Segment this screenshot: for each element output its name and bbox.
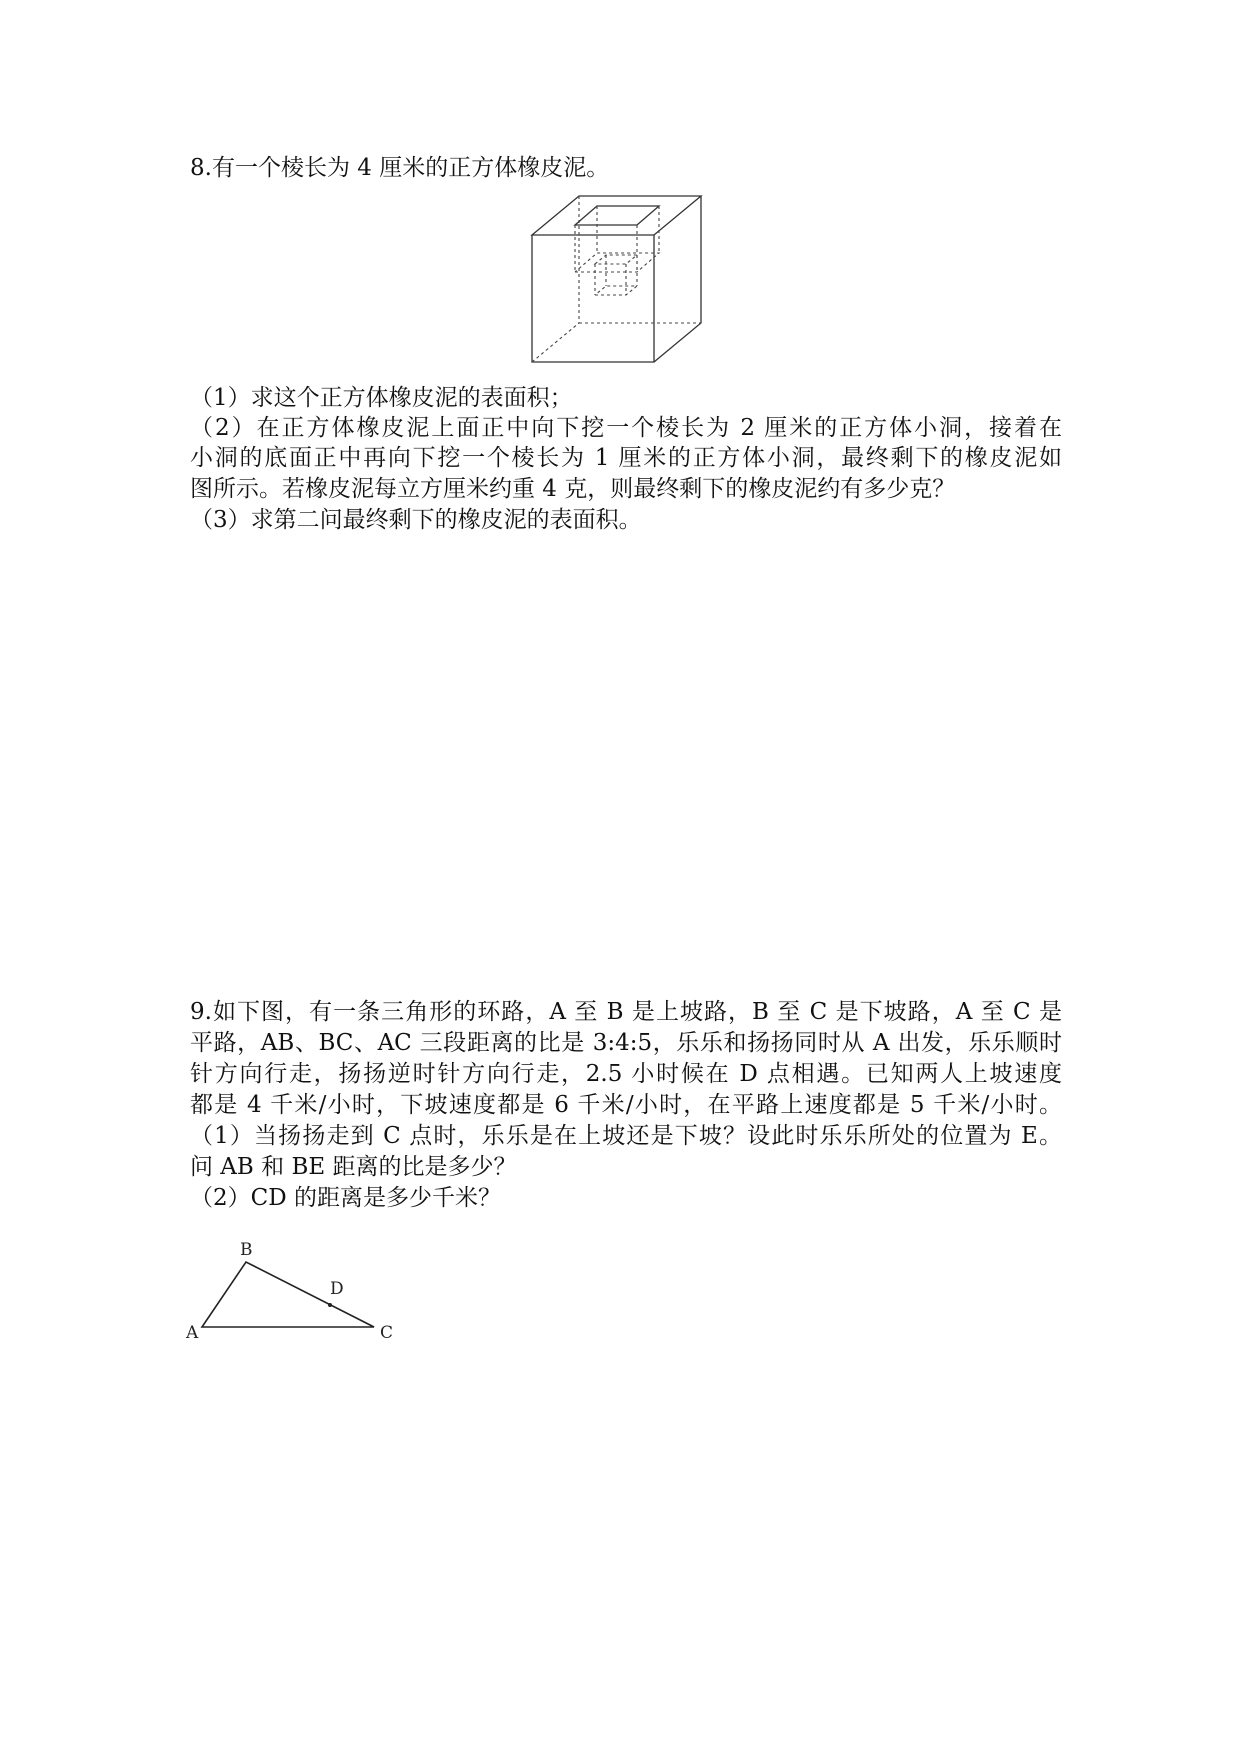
hole-2cm-floor bbox=[575, 253, 659, 272]
q9-part1-line1: （1）当扬扬走到 C 点时，乐乐是在上坡还是下坡？设此时乐乐所处的位置为 E。 bbox=[190, 1123, 1062, 1149]
hole-1cm-opening bbox=[595, 255, 637, 264]
vertex-label-b: B bbox=[240, 1240, 253, 1260]
triangle-figure bbox=[182, 1238, 402, 1346]
q8-part1: （1）求这个正方体橡皮泥的表面积； bbox=[190, 385, 573, 411]
q8-title: 8.有一个棱长为 4 厘米的正方体橡皮泥。 bbox=[190, 155, 610, 181]
q8-part2-line1: （2）在正方体橡皮泥上面正中向下挖一个棱长为 2 厘米的正方体小洞，接着在 bbox=[190, 415, 1062, 441]
cube-top-face bbox=[532, 196, 701, 235]
point-d-marker bbox=[328, 1303, 332, 1307]
cube-right-edges bbox=[654, 196, 701, 362]
hole-1cm-floor bbox=[595, 286, 637, 295]
q9-part1-line2: 问 AB 和 BE 距离的比是多少？ bbox=[190, 1154, 517, 1180]
q8-part2-line3: 图所示。若橡皮泥每立方厘米约重 4 克，则最终剩下的橡皮泥约有多少克？ bbox=[190, 476, 956, 502]
cube-figure bbox=[530, 192, 720, 364]
q8-part2-line2: 小洞的底面正中再向下挖一个棱长为 1 厘米的正方体小洞，最终剩下的橡皮泥如 bbox=[190, 445, 1062, 471]
q9-line2: 平路，AB、BC、AC 三段距离的比是 3:4:5，乐乐和扬扬同时从 A 出发，乐乐顺时 bbox=[190, 1030, 1062, 1056]
cube-diagram bbox=[530, 192, 720, 364]
cube-hidden-depth bbox=[532, 323, 579, 362]
q9-part2: （2）CD 的距离是多少千米？ bbox=[190, 1185, 501, 1211]
triangle-diagram bbox=[182, 1238, 402, 1346]
q9-line4: 都是 4 千米/小时，下坡速度都是 6 千米/小时，在平路上速度都是 5 千米/小时。 bbox=[190, 1092, 1062, 1118]
vertex-label-a: A bbox=[186, 1323, 199, 1343]
triangle-route bbox=[202, 1262, 374, 1327]
point-label-d: D bbox=[330, 1279, 344, 1299]
q8-part3: （3）求第二问最终剩下的橡皮泥的表面积。 bbox=[190, 507, 642, 533]
cube-front-edges bbox=[532, 235, 654, 362]
q9-line1: 9.如下图，有一条三角形的环路，A 至 B 是上坡路，B 至 C 是下坡路，A 至 C 是 bbox=[190, 999, 1062, 1025]
vertex-label-c: C bbox=[380, 1323, 394, 1343]
q9-line3: 针方向行走，扬扬逆时针方向行走，2.5 小时候在 D 点相遇。已知两人上坡速度 bbox=[190, 1061, 1062, 1087]
hole-2cm-opening bbox=[575, 206, 659, 225]
